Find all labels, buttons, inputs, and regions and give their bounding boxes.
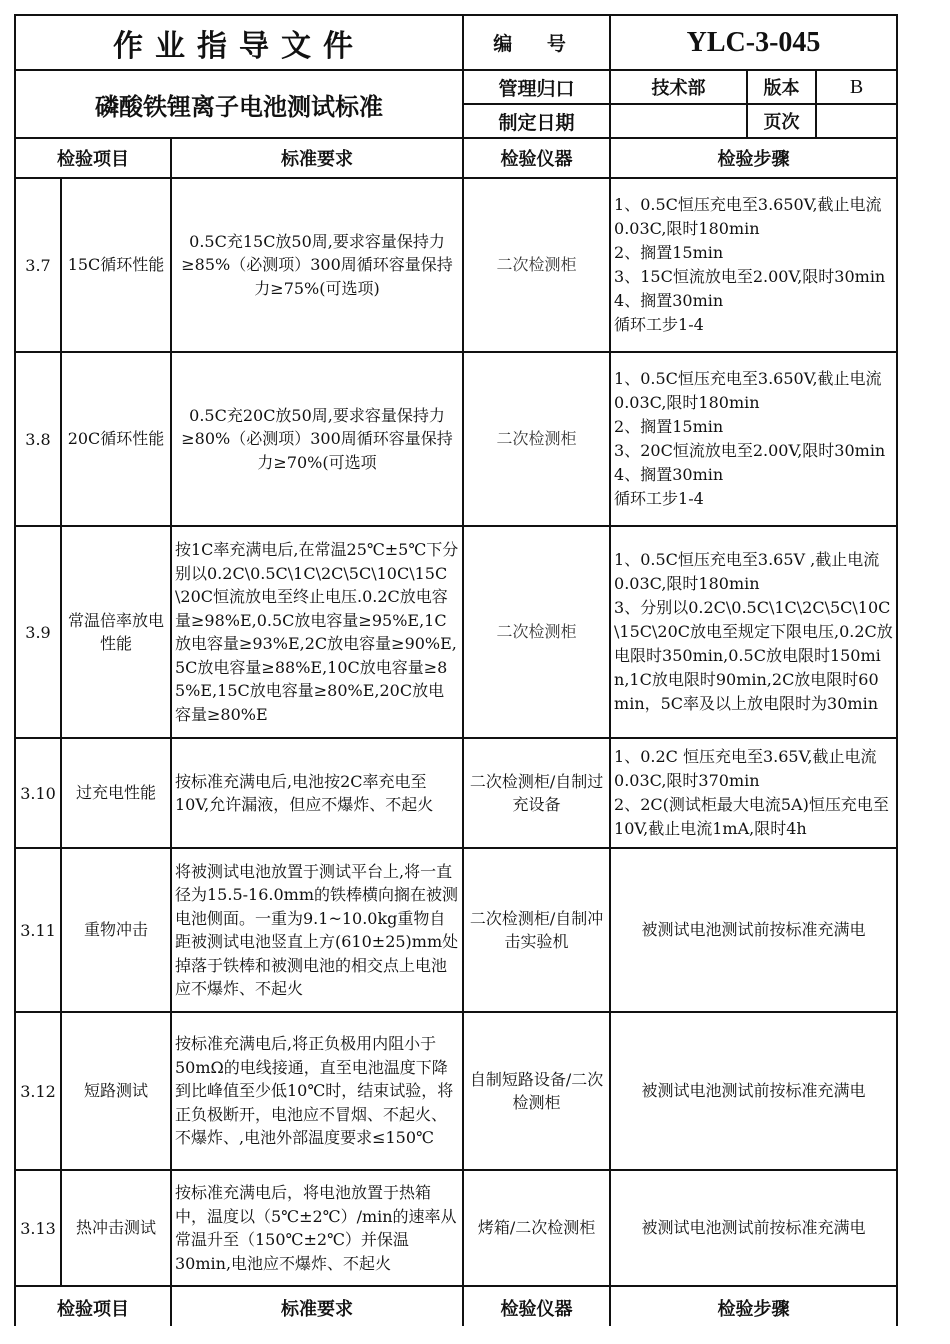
table-row (15, 526, 897, 738)
col-header-standard: 标准要求 (171, 138, 463, 178)
test-steps (610, 848, 897, 1012)
instrument: 二次检测柜 (463, 352, 610, 526)
item-number: 3.11 (15, 848, 61, 1012)
date-label: 制定日期 (463, 104, 610, 138)
column-header-row-repeat (15, 1286, 897, 1326)
step-line: 1、0.5C恒压充电至3.650V,截止电流0.03C,限时180min (614, 369, 882, 412)
col-header-standard: 标准要求 (171, 1286, 463, 1326)
test-steps (610, 352, 897, 526)
version-label: 版本 (747, 70, 816, 104)
step-line: 2、2C(测试柜最大电流5A)恒压充电至10V,截止电流1mA,限时4h (614, 795, 889, 838)
page-label: 页次 (747, 104, 816, 138)
document-title: 作业指导文件 (15, 15, 463, 70)
step-line: 3、分别以0.2C\0.5C\1C\2C\5C\10C\15C\20C放电至规定下限电压,0.2C放电限时350min,0.5C放电限时150min,1C放电限时90min,2C放电限时60min，5C率及以上放电限时为30min (614, 598, 893, 713)
code-label: 编 号 (463, 15, 610, 70)
item-number: 3.10 (15, 738, 61, 848)
standard-requirement: 按标准充满电后,电池按2C率充电至10V,允许漏液，但应不爆炸、不起火 (171, 738, 463, 848)
test-steps (610, 738, 897, 848)
column-header-row (15, 138, 897, 178)
item-name: 热冲击测试 (61, 1170, 171, 1286)
date-value (610, 104, 747, 138)
item-number: 3.7 (15, 178, 61, 352)
step-line: 3、20C恒流放电至2.00V,限时30min (614, 441, 886, 460)
item-name: 20C循环性能 (61, 352, 171, 526)
step-line: 被测试电池测试前按标准充满电 (641, 1081, 866, 1100)
step-line: 2、搁置15min (614, 417, 724, 436)
table-row (15, 738, 897, 848)
standard-requirement: 0.5C充15C放50周,要求容量保持力≥85%（必测项）300周循环容量保持力≥75%(可选项) (171, 178, 463, 352)
table-row (15, 352, 897, 526)
instrument: 二次检测柜 (463, 178, 610, 352)
mgmt-value: 技术部 (610, 70, 747, 104)
table-row (15, 178, 897, 352)
step-line: 4、搁置30min (614, 465, 724, 484)
instrument: 二次检测柜/自制过充设备 (463, 738, 610, 848)
standard-requirement: 0.5C充20C放50周,要求容量保持力≥80%（必测项）300周循环容量保持力≥70%(可选项 (171, 352, 463, 526)
col-header-item: 检验项目 (15, 1286, 171, 1326)
item-name: 15C循环性能 (61, 178, 171, 352)
col-header-steps: 检验步骤 (610, 1286, 897, 1326)
step-line: 1、0.5C恒压充电至3.650V,截止电流0.03C,限时180min (614, 195, 882, 238)
version-value: B (816, 70, 897, 104)
standard-name: 磷酸铁锂离子电池测试标准 (15, 70, 463, 138)
standard-requirement: 按1C率充满电后,在常温25℃±5℃下分别以0.2C\0.5C\1C\2C\5C\10C\15C\20C恒流放电至终止电压.0.2C放电容量≥98%E,0.5C放电容量≥95%E,1C放电容量≥93%E,2C放电容量≥90%E,5C放电容量≥88%E,10C放电容量≥85%E,15C放电容量≥80%E,20C放电容量≥80%E (171, 526, 463, 738)
document-sheet (14, 14, 896, 1326)
step-line: 循环工步1-4 (614, 489, 704, 508)
mgmt-label: 管理归口 (463, 70, 610, 104)
step-line: 循环工步1-4 (614, 315, 704, 334)
instrument: 二次检测柜/自制冲击实验机 (463, 848, 610, 1012)
instrument: 二次检测柜 (463, 526, 610, 738)
code-value: YLC-3-045 (610, 15, 897, 70)
test-steps (610, 1170, 897, 1286)
test-steps (610, 178, 897, 352)
item-name: 短路测试 (61, 1012, 171, 1170)
step-line: 被测试电池测试前按标准充满电 (641, 1218, 866, 1237)
standard-requirement: 按标准充满电后，将电池放置于热箱中，温度以（5℃±2℃）/min的速率从常温升至（150℃±2℃）并保温30min,电池应不爆炸、不起火 (171, 1170, 463, 1286)
step-line: 2、搁置15min (614, 243, 724, 262)
step-line: 4、搁置30min (614, 291, 724, 310)
item-number: 3.13 (15, 1170, 61, 1286)
col-header-steps: 检验步骤 (610, 138, 897, 178)
col-header-instrument: 检验仪器 (463, 138, 610, 178)
step-line: 1、0.2C 恒压充电至3.65V,截止电流0.03C,限时370min (614, 747, 877, 790)
instrument: 烤箱/二次检测柜 (463, 1170, 610, 1286)
step-line: 3、15C恒流放电至2.00V,限时30min (614, 267, 886, 286)
table-row (15, 1012, 897, 1170)
page-value (816, 104, 897, 138)
instrument: 自制短路设备/二次检测柜 (463, 1012, 610, 1170)
step-line: 1、0.5C恒压充电至3.65V ,截止电流0.03C,限时180min (614, 550, 880, 593)
step-line: 被测试电池测试前按标准充满电 (641, 920, 866, 939)
test-steps (610, 526, 897, 738)
item-name: 过充电性能 (61, 738, 171, 848)
standard-requirement: 将被测试电池放置于测试平台上,将一直径为15.5-16.0mm的铁棒横向搁在被测电池侧面。一重为9.1~10.0kg重物自距被测试电池竖直上方(610±25)mm处掉落于铁棒和被测电池的相交点上电池应不爆炸、不起火 (171, 848, 463, 1012)
item-number: 3.8 (15, 352, 61, 526)
col-header-instrument: 检验仪器 (463, 1286, 610, 1326)
item-name: 重物冲击 (61, 848, 171, 1012)
standard-requirement: 按标准充满电后,将正负极用内阻小于50mΩ的电线接通，直至电池温度下降到比峰值至少低10℃时，结束试验，将正负极断开，电池应不冒烟、不起火、不爆炸、,电池外部温度要求≤150℃ (171, 1012, 463, 1170)
inspection-table (14, 14, 898, 1326)
item-name: 常温倍率放电性能 (61, 526, 171, 738)
test-steps (610, 1012, 897, 1170)
col-header-item: 检验项目 (15, 138, 171, 178)
table-row (15, 848, 897, 1012)
item-number: 3.12 (15, 1012, 61, 1170)
item-number: 3.9 (15, 526, 61, 738)
table-row (15, 1170, 897, 1286)
